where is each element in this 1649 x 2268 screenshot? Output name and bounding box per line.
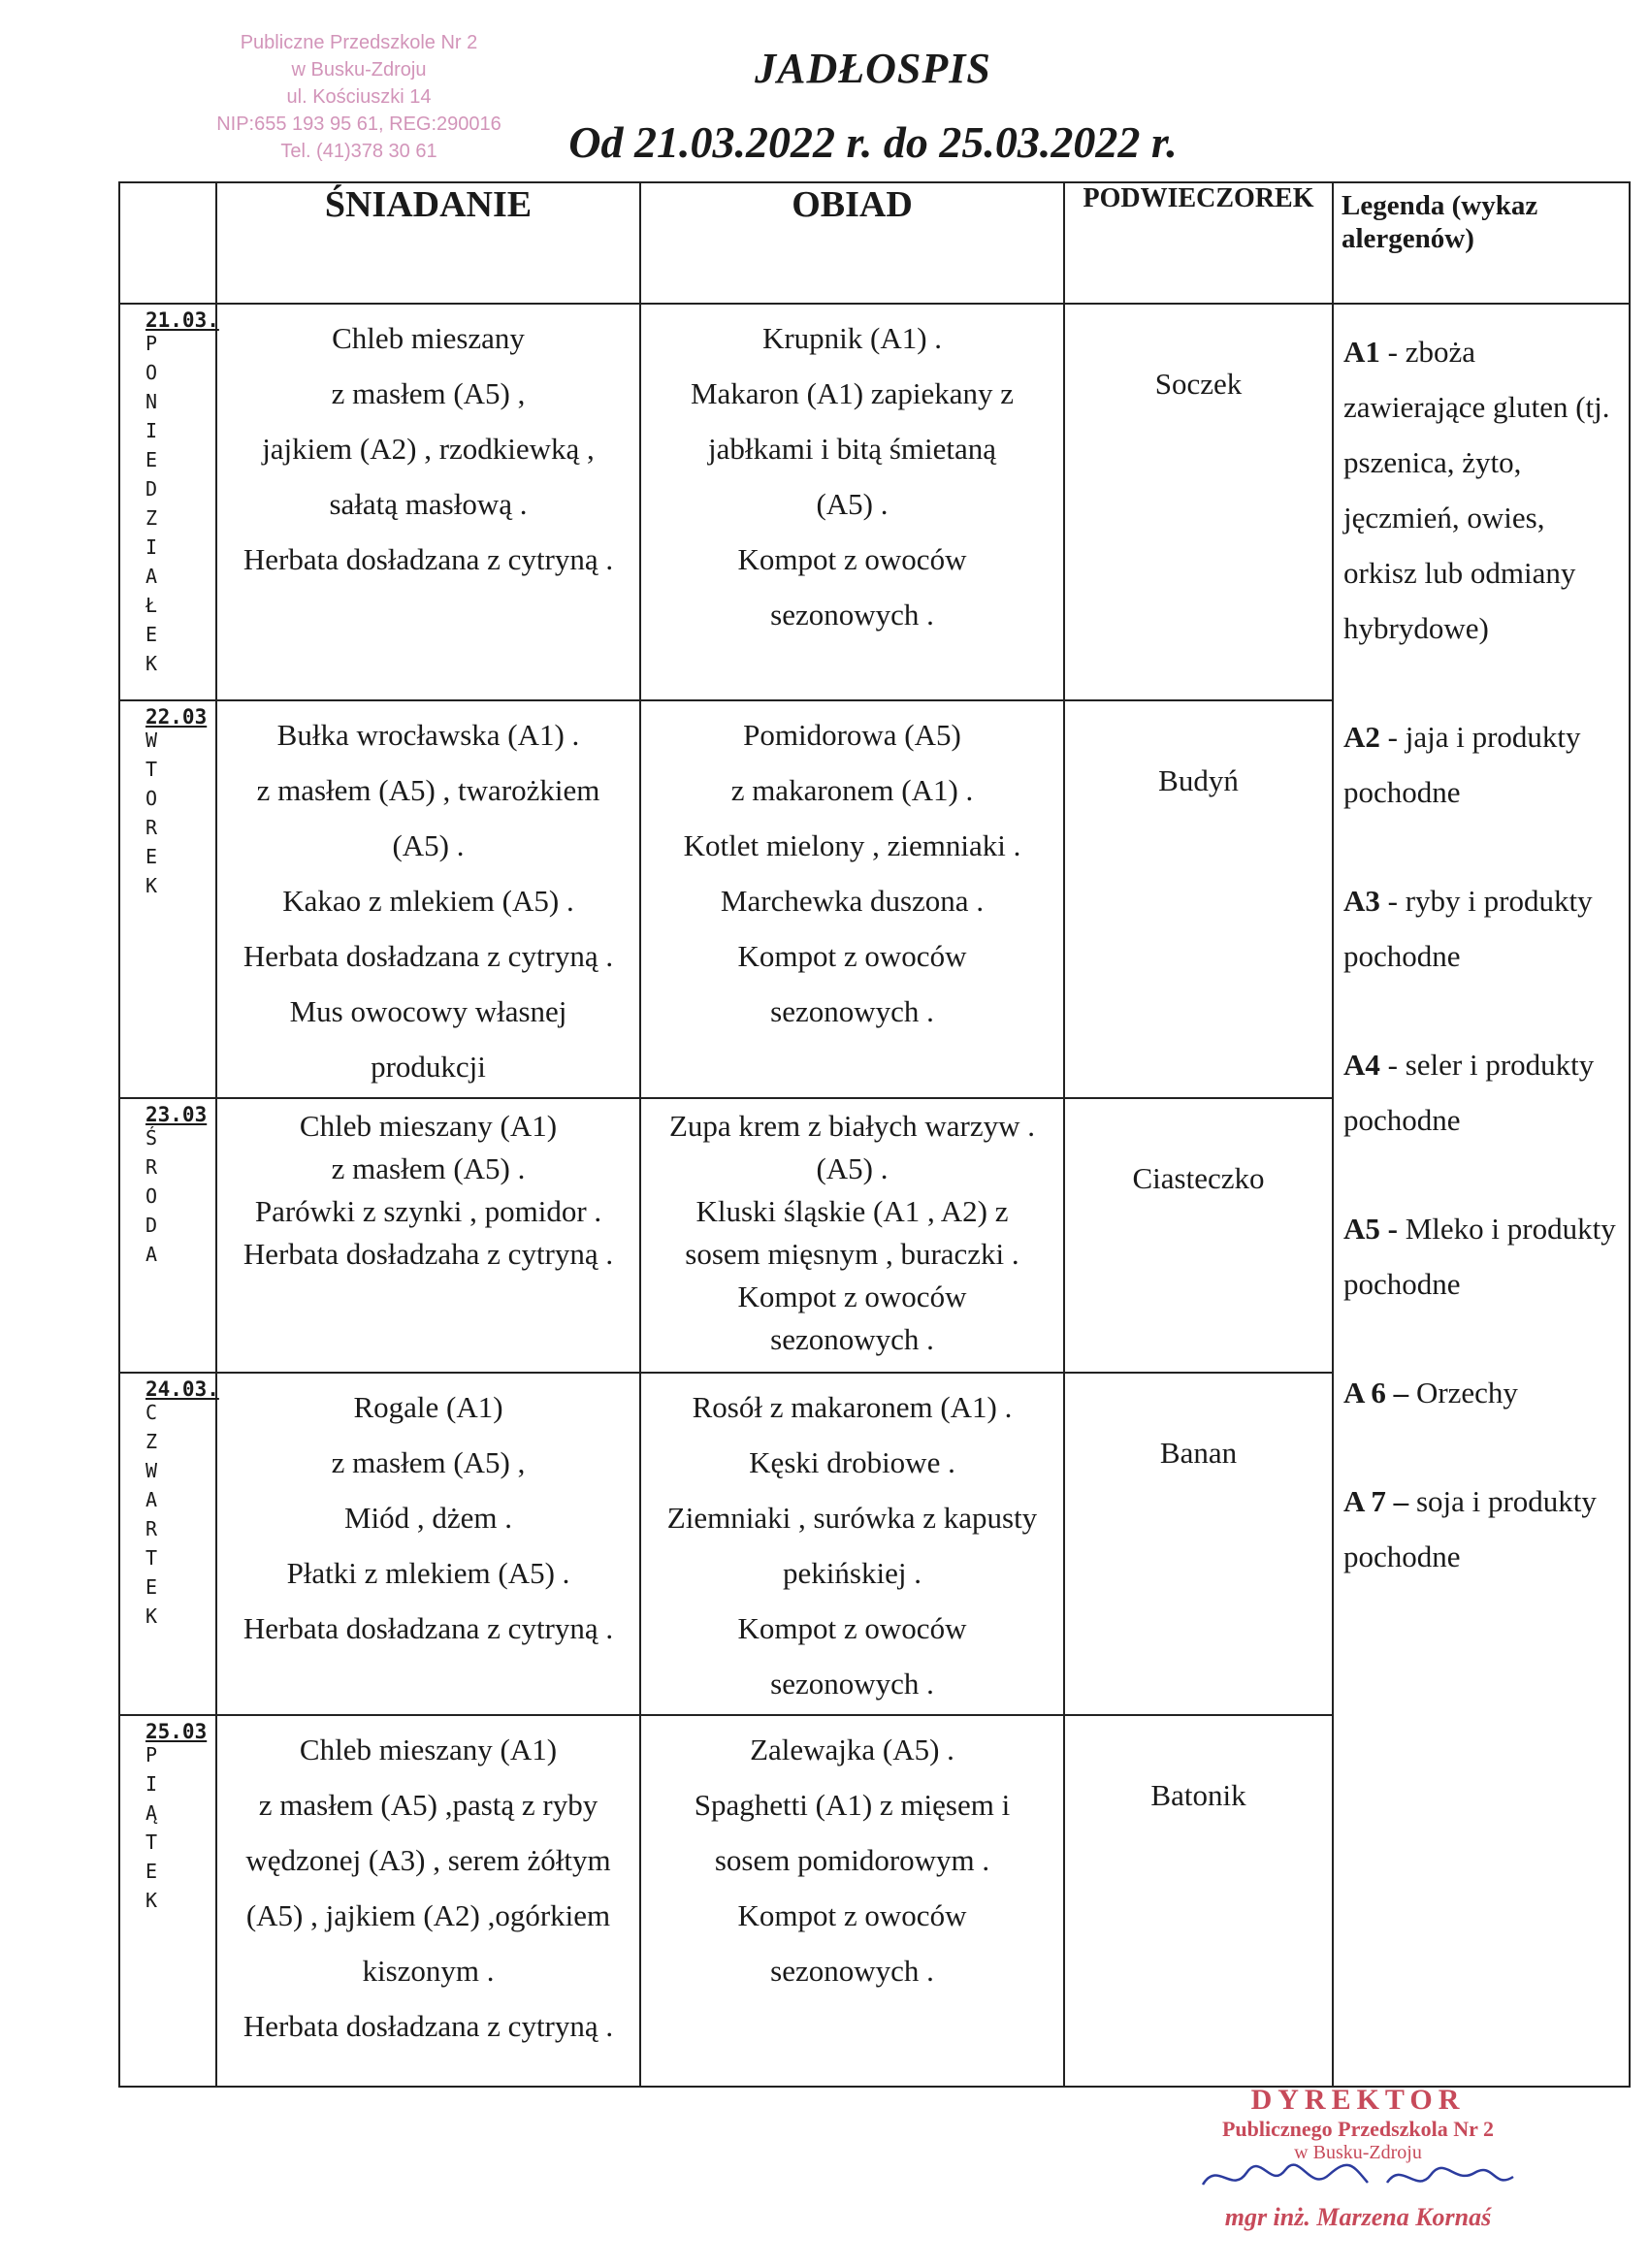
lunch-line: sezonowych .: [770, 1953, 934, 1988]
lunch-line: sezonowych .: [770, 993, 934, 1028]
breakfast-line: Herbata dosładzana z cytryną .: [242, 542, 614, 577]
lunch-cell: [640, 1373, 1064, 1715]
day-date: 24.03.: [146, 1377, 219, 1401]
day-name: PIĄTEK: [140, 1742, 163, 1918]
table-row: [119, 304, 1630, 700]
allergen-description: soja i produkty pochodne: [1343, 1484, 1597, 1574]
breakfast-line: kiszonym .: [362, 1953, 495, 1988]
allergen-legend: [1333, 304, 1630, 2087]
day-header: [119, 182, 216, 304]
lunch-line: (A5) .: [816, 1151, 889, 1186]
day-cell: [119, 1098, 216, 1372]
breakfast-line: (A5) , jajkiem (A2) ,ogórkiem: [245, 1897, 611, 1932]
breakfast-cell: [216, 1715, 640, 2087]
lunch-line: sezonowych .: [770, 1666, 934, 1701]
lunch-cell: [640, 304, 1064, 700]
breakfast-line: Herbata dosładzaha z cytryną .: [242, 1237, 614, 1272]
breakfast-line: Bułka wrocławska (A1) .: [276, 717, 580, 752]
director-name: mgr inż. Marzena Kornaś: [1224, 2203, 1492, 2231]
day-date: 21.03.: [146, 308, 219, 333]
allergen-code: A2: [1343, 720, 1380, 755]
lunch-cell: [640, 700, 1064, 1099]
legend-header: Legenda (wykaz alergenów): [1333, 182, 1630, 304]
stamp-line: w Busku-Zdroju: [291, 59, 427, 81]
lunch-line: Marchewka duszona .: [720, 883, 985, 918]
breakfast-line: jajkiem (A2) , rzodkiewką ,: [262, 432, 595, 467]
legend-item: [1343, 709, 1619, 820]
breakfast-line: Miód , dżem .: [343, 1500, 513, 1535]
stamp-title: DYREKTOR: [1250, 2084, 1466, 2116]
lunch-line: pekińskiej .: [783, 1555, 922, 1590]
lunch-line: jabłkami i bitą śmietaną: [708, 432, 996, 467]
breakfast-line: z masłem (A5) ,pastą z ryby: [258, 1787, 598, 1822]
legend-item: [1343, 1037, 1619, 1148]
breakfast-line: Herbata dosładzana z cytryną .: [242, 938, 614, 973]
breakfast-line: wędzonej (A3) , serem żółtym: [245, 1842, 611, 1877]
breakfast-line: Chleb mieszany (A1): [299, 1732, 558, 1766]
breakfast-line: sałatą masłową .: [329, 487, 528, 522]
allergen-code: A 6 –: [1343, 1376, 1409, 1410]
lunch-line: Pomidorowa (A5): [743, 717, 961, 752]
allergen-description: Mleko i produkty pochodne: [1343, 1212, 1616, 1302]
lunch-cell: [640, 1715, 1064, 2087]
snack-cell: Soczek: [1064, 304, 1333, 700]
breakfast-line: z masłem (A5) ,: [331, 376, 526, 411]
lunch-line: Kompot z owoców: [737, 938, 967, 973]
date-range: Od 21.03.2022 r. do 25.03.2022 r.: [568, 117, 1178, 167]
table-header-row: [119, 182, 1630, 304]
lunch-line: sosem mięsnym , buraczki .: [685, 1237, 1019, 1272]
day-name: ŚRODA: [140, 1126, 163, 1273]
breakfast-cell: [216, 304, 640, 700]
day-date: 22.03: [146, 704, 208, 729]
breakfast-line: z masłem (A5) ,: [331, 1444, 526, 1479]
allergen-code: A 7 –: [1343, 1484, 1409, 1519]
day-cell: [119, 1373, 219, 1715]
day-cell: [119, 1715, 216, 2087]
lunch-line: z makaronem (A1) .: [730, 772, 974, 807]
legend-item: [1343, 1474, 1619, 1584]
breakfast-line: Kakao z mlekiem (A5) .: [282, 883, 574, 918]
lunch-line: Kęski drobiowe .: [749, 1444, 955, 1479]
breakfast-cell: [216, 700, 640, 1099]
lunch-line: Rosół z makaronem (A1) .: [692, 1389, 1013, 1424]
lunch-line: sezonowych .: [770, 598, 934, 632]
breakfast-line: Płatki z mlekiem (A5) .: [286, 1555, 570, 1590]
lunch-line: Kompot z owoców: [737, 1280, 967, 1314]
stamp-line: ul. Kościuszki 14: [286, 86, 432, 108]
lunch-line: Makaron (A1) zapiekany z: [690, 376, 1015, 411]
day-cell: [119, 304, 219, 700]
day-date: 23.03: [146, 1103, 208, 1127]
day-cell: [119, 700, 216, 1099]
day-name: PONIEDZIAŁEK: [140, 332, 163, 682]
breakfast-line: (A5) .: [392, 827, 465, 862]
lunch-line: Kompot z owoców: [737, 1897, 967, 1932]
institution-stamp: [160, 29, 558, 165]
legend-item: [1343, 873, 1619, 984]
page-title: JADŁOSPIS: [755, 45, 991, 92]
day-date: 25.03: [146, 1719, 208, 1743]
breakfast-line: Herbata dosładzana z cytryną .: [242, 1610, 614, 1645]
allergen-description: Orzechy: [1408, 1376, 1518, 1410]
stamp-line: Tel. (41)378 30 61: [280, 141, 437, 162]
lunch-cell: [640, 1098, 1064, 1372]
allergen-code: A1: [1343, 335, 1380, 370]
breakfast-line: Chleb mieszany: [332, 321, 525, 356]
day-name: WTOREK: [140, 728, 163, 903]
snack-cell: Batonik: [1064, 1715, 1333, 2087]
breakfast-line: z masłem (A5) .: [331, 1151, 526, 1186]
snack-header: PODWIECZOREK: [1064, 182, 1333, 304]
breakfast-line: Parówki z szynki , pomidor .: [254, 1194, 602, 1229]
breakfast-line: produkcji: [371, 1049, 486, 1084]
breakfast-line: Rogale (A1): [353, 1389, 503, 1424]
breakfast-cell: [216, 1098, 640, 1372]
legend-item: [1343, 1201, 1619, 1312]
allergen-code: A4: [1343, 1048, 1380, 1083]
breakfast-header: ŚNIADANIE: [216, 182, 640, 304]
allergen-description: - zboża zawierające gluten (tj. pszenica, żyto, jęczmień, owies, orkisz lub odmiany hybrydowe): [1343, 335, 1610, 646]
lunch-line: sosem pomidorowym .: [714, 1842, 990, 1877]
breakfast-line: Chleb mieszany (A1): [299, 1109, 558, 1144]
breakfast-line: Mus owocowy własnej: [289, 993, 567, 1028]
lunch-line: Zupa krem z białych warzyw .: [668, 1109, 1035, 1144]
stamp-line: Publiczne Przedszkole Nr 2: [240, 32, 478, 53]
lunch-line: Kompot z owoców: [737, 1610, 967, 1645]
breakfast-cell: [216, 1373, 640, 1715]
snack-cell: Ciasteczko: [1064, 1098, 1333, 1372]
handwritten-signature: [1193, 2155, 1523, 2198]
stamp-line: Publicznego Przedszkola Nr 2: [1221, 2117, 1495, 2141]
legend-item: [1343, 324, 1619, 656]
allergen-code: A3: [1343, 884, 1380, 919]
snack-cell: Banan: [1064, 1373, 1333, 1715]
legend-item: [1343, 1365, 1619, 1420]
allergen-code: A5 -: [1343, 1212, 1398, 1247]
lunch-line: Kluski śląskie (A1 , A2) z: [695, 1194, 1009, 1229]
allergen-description: - seler i produkty pochodne: [1343, 1048, 1595, 1138]
lunch-line: sezonowych .: [770, 1322, 934, 1357]
lunch-line: Kotlet mielony , ziemniaki .: [683, 827, 1021, 862]
allergen-description: - jaja i produkty pochodne: [1343, 720, 1581, 810]
lunch-line: Ziemniaki , surówka z kapusty: [666, 1500, 1038, 1535]
stamp-line: w Busku-Zdroju: [1294, 2142, 1422, 2163]
stamp-line: NIP:655 193 95 61, REG:290016: [216, 113, 501, 135]
day-name: CZWARTEK: [140, 1400, 163, 1634]
lunch-line: Spaghetti (A1) z mięsem i: [694, 1787, 1011, 1822]
allergen-description: - ryby i produkty pochodne: [1343, 884, 1593, 974]
breakfast-line: z masłem (A5) , twarożkiem: [256, 772, 600, 807]
breakfast-line: Herbata dosładzana z cytryną .: [242, 2008, 614, 2043]
lunch-header: OBIAD: [640, 182, 1064, 304]
lunch-line: Krupnik (A1) .: [761, 321, 943, 356]
menu-table: [118, 181, 1631, 2088]
lunch-line: (A5) .: [816, 487, 889, 522]
lunch-line: Kompot z owoców: [737, 542, 967, 577]
snack-cell: Budyń: [1064, 700, 1333, 1099]
lunch-line: Zalewajka (A5) .: [750, 1732, 954, 1766]
